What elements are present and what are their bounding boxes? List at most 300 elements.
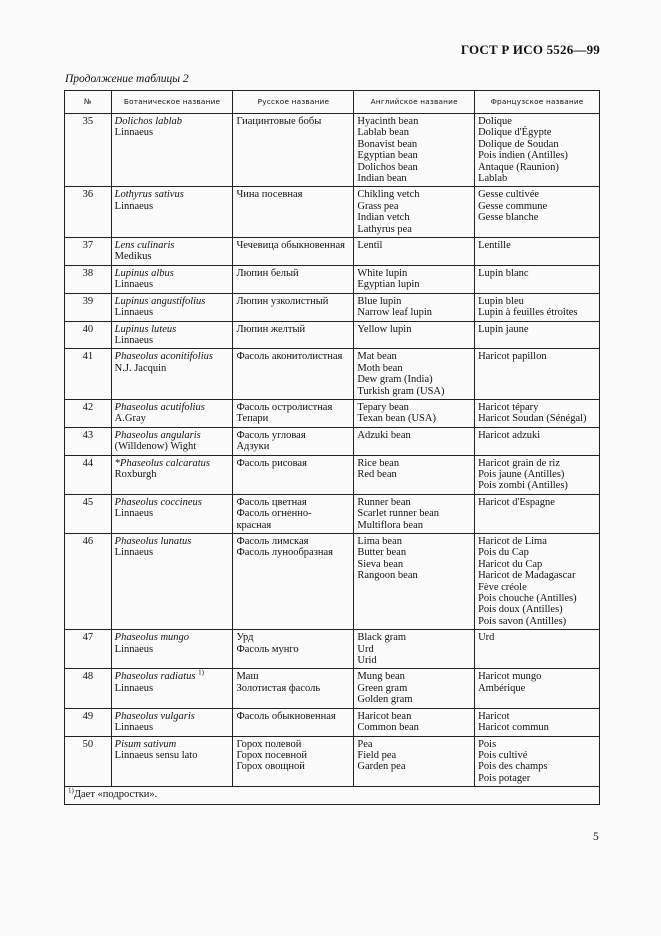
cell-french bbox=[475, 736, 600, 787]
cell-english bbox=[354, 630, 475, 669]
english-line-text: White lupin bbox=[357, 267, 408, 279]
botanical-line-text: Lupinus albus bbox=[114, 267, 174, 279]
french-line-text: Lupin bleu bbox=[478, 295, 524, 307]
cell-russian bbox=[233, 494, 354, 533]
cell-french bbox=[475, 265, 600, 293]
botanical-line bbox=[115, 127, 230, 138]
table-row bbox=[65, 399, 600, 427]
english-line bbox=[357, 469, 471, 480]
table-body bbox=[65, 114, 600, 787]
cell-french bbox=[475, 321, 600, 349]
french-line-text: Haricot d'Espagne bbox=[478, 496, 555, 508]
russian-line-text: Люпин узколистный bbox=[236, 295, 329, 307]
french-line bbox=[478, 536, 596, 547]
col-header-english: Английское название bbox=[354, 91, 475, 114]
cell-number: 43 bbox=[65, 427, 112, 455]
cell-russian bbox=[233, 265, 354, 293]
cell-russian bbox=[233, 455, 354, 494]
cell-number: 50 bbox=[65, 736, 112, 787]
botanical-line bbox=[115, 711, 230, 722]
french-line bbox=[478, 616, 596, 627]
french-line bbox=[478, 324, 596, 335]
english-line bbox=[357, 711, 471, 722]
french-line bbox=[478, 559, 596, 570]
cell-french bbox=[475, 349, 600, 400]
french-line-text: Pois chouche (Antilles) bbox=[478, 593, 577, 605]
russian-line-text: Чечевица обыкновенная bbox=[236, 240, 346, 252]
russian-line bbox=[236, 240, 350, 251]
french-line bbox=[478, 296, 596, 307]
table-row bbox=[65, 630, 600, 669]
botanical-line bbox=[115, 201, 230, 212]
cell-number: 35 bbox=[65, 114, 112, 187]
english-line bbox=[357, 497, 471, 508]
russian-line-text: Горох посевной bbox=[236, 749, 307, 761]
french-line-text: Antaque (Raunion) bbox=[478, 161, 559, 173]
english-line bbox=[357, 402, 471, 413]
french-line bbox=[478, 268, 596, 279]
russian-line bbox=[236, 116, 350, 127]
cell-botanical bbox=[111, 265, 233, 293]
table-row bbox=[65, 669, 600, 708]
russian-line bbox=[236, 671, 350, 682]
cell-french bbox=[475, 293, 600, 321]
cell-english bbox=[354, 238, 475, 266]
russian-line bbox=[236, 536, 350, 547]
botanical-line bbox=[115, 469, 230, 480]
botanical-line-text: Linnaeus bbox=[114, 307, 154, 319]
cell-botanical bbox=[111, 293, 233, 321]
cell-botanical bbox=[111, 238, 233, 266]
french-line bbox=[478, 189, 596, 200]
botanical-line-text: Linnaeus bbox=[114, 643, 154, 655]
col-header-botanical: Ботаническое название bbox=[111, 91, 233, 114]
russian-line-text: Фасоль остролистная bbox=[236, 401, 333, 413]
english-line-text: Garden pea bbox=[357, 761, 406, 773]
french-line bbox=[478, 201, 596, 212]
cell-english bbox=[354, 321, 475, 349]
botanical-line-text: Medikus bbox=[114, 251, 152, 263]
russian-line-text: Фасоль лунообразная bbox=[236, 547, 333, 559]
english-line-text: Tepary bean bbox=[357, 401, 409, 413]
english-line-text: Bonavist bean bbox=[357, 138, 418, 150]
french-line-text: Gesse blanche bbox=[478, 212, 539, 224]
english-line bbox=[357, 655, 471, 666]
russian-line bbox=[236, 324, 350, 335]
table-row bbox=[65, 114, 600, 187]
english-line bbox=[357, 430, 471, 441]
french-line bbox=[478, 722, 596, 733]
english-line-text: Chikling vetch bbox=[357, 189, 420, 201]
botanical-line bbox=[115, 351, 230, 362]
russian-line bbox=[236, 520, 350, 531]
english-line bbox=[357, 547, 471, 558]
cell-botanical bbox=[111, 349, 233, 400]
english-line-text: Green gram bbox=[357, 682, 408, 694]
french-line-text: Pois potager bbox=[478, 772, 531, 784]
table-row bbox=[65, 455, 600, 494]
cell-number: 41 bbox=[65, 349, 112, 400]
botanical-line bbox=[115, 536, 230, 547]
botanical-line bbox=[115, 739, 230, 750]
botanical-line bbox=[115, 402, 230, 413]
botanical-line-text: Phaseolus vulgaris bbox=[114, 710, 195, 722]
english-line-text: Scarlet runner bean bbox=[357, 508, 440, 520]
french-line-text: Gesse cultivée bbox=[478, 189, 540, 201]
footnote-mark: 1) bbox=[68, 786, 74, 795]
footnote-reference: 1) bbox=[198, 668, 204, 677]
french-line bbox=[478, 604, 596, 615]
russian-line bbox=[236, 402, 350, 413]
french-line-text: Lupin à feuilles étroites bbox=[478, 307, 578, 319]
russian-line-text: Фасоль мунго bbox=[236, 643, 299, 655]
botanical-line-text: A.Gray bbox=[114, 413, 146, 425]
english-line-text: Red bean bbox=[357, 468, 397, 480]
table-row bbox=[65, 265, 600, 293]
table-row bbox=[65, 708, 600, 736]
english-line bbox=[357, 683, 471, 694]
french-line-text: Pois cultivé bbox=[478, 749, 528, 761]
english-line bbox=[357, 162, 471, 173]
botanical-line-text: Dolichos lablab bbox=[114, 116, 183, 127]
botanical-line bbox=[115, 363, 230, 374]
col-header-russian: Русское название bbox=[233, 91, 354, 114]
cell-english bbox=[354, 114, 475, 187]
french-line-text: Haricot grain de riz bbox=[478, 457, 560, 469]
russian-line-text: Тепари bbox=[236, 413, 269, 425]
russian-line-text: Люпин белый bbox=[236, 267, 299, 279]
english-line-text: Sieva bean bbox=[357, 558, 404, 570]
english-line-text: Texan bean (USA) bbox=[357, 413, 436, 425]
english-line-text: Golden gram bbox=[357, 694, 413, 706]
russian-line bbox=[236, 761, 350, 772]
english-line-text: Indian vetch bbox=[357, 212, 410, 224]
english-line-text: Lentil bbox=[357, 240, 383, 252]
french-line-text: Lupin blanc bbox=[478, 267, 529, 279]
english-line-text: Egyptian lupin bbox=[357, 279, 420, 291]
english-line-text: Dolichos bean bbox=[357, 161, 418, 173]
cell-french bbox=[475, 114, 600, 187]
russian-line-text: Горох овощной bbox=[236, 761, 305, 773]
french-line bbox=[478, 212, 596, 223]
botanical-line bbox=[115, 547, 230, 558]
cell-english bbox=[354, 265, 475, 293]
col-header-number: № bbox=[65, 91, 112, 114]
botanical-line bbox=[115, 441, 230, 452]
cell-number: 37 bbox=[65, 238, 112, 266]
cell-french bbox=[475, 399, 600, 427]
french-line-text: Haricot mungo bbox=[478, 671, 542, 683]
botanical-line bbox=[115, 722, 230, 733]
cell-number: 42 bbox=[65, 399, 112, 427]
cell-english bbox=[354, 455, 475, 494]
english-line bbox=[357, 458, 471, 469]
botanical-line-text: Linnaeus sensu lato bbox=[114, 749, 198, 761]
english-line bbox=[357, 363, 471, 374]
french-line bbox=[478, 307, 596, 318]
french-line-text: Pois doux (Antilles) bbox=[478, 604, 563, 616]
cell-russian bbox=[233, 187, 354, 238]
botanical-line-text: Linnaeus bbox=[114, 547, 154, 559]
russian-line bbox=[236, 296, 350, 307]
french-line bbox=[478, 683, 596, 694]
english-line bbox=[357, 750, 471, 761]
french-line-text: Lupin jaune bbox=[478, 323, 529, 335]
french-line-text: Haricot bbox=[478, 710, 510, 722]
french-line bbox=[478, 570, 596, 581]
french-line-text: Pois savon (Antilles) bbox=[478, 615, 567, 627]
russian-line bbox=[236, 739, 350, 750]
cell-number: 49 bbox=[65, 708, 112, 736]
botanical-line-text: *Phaseolus calcaratus bbox=[114, 457, 211, 469]
page-number: 5 bbox=[593, 831, 599, 843]
french-line bbox=[478, 402, 596, 413]
cell-botanical bbox=[111, 669, 233, 708]
russian-line bbox=[236, 508, 350, 519]
standard-designation: ГОСТ Р ИСО 5526—99 bbox=[460, 42, 600, 57]
russian-line-text: Гиацинтовые бобы bbox=[236, 116, 322, 127]
cell-number: 45 bbox=[65, 494, 112, 533]
table-row bbox=[65, 187, 600, 238]
french-line bbox=[478, 430, 596, 441]
english-line bbox=[357, 212, 471, 223]
english-line-text: Mung bean bbox=[357, 671, 405, 683]
english-line bbox=[357, 351, 471, 362]
russian-line bbox=[236, 458, 350, 469]
french-line bbox=[478, 773, 596, 784]
russian-line-text: Урд bbox=[236, 632, 254, 644]
botanical-line-text: Linnaeus bbox=[114, 279, 154, 291]
french-line-text: Fève créole bbox=[478, 581, 527, 593]
cell-russian bbox=[233, 708, 354, 736]
russian-line-text: Люпин желтый bbox=[236, 323, 306, 335]
french-line bbox=[478, 162, 596, 173]
cell-russian bbox=[233, 293, 354, 321]
english-line bbox=[357, 127, 471, 138]
table-row bbox=[65, 293, 600, 321]
english-line-text: Narrow leaf lupin bbox=[357, 307, 433, 319]
botanical-line bbox=[115, 251, 230, 262]
botanical-line-text: Phaseolus coccineus bbox=[114, 496, 202, 508]
english-line bbox=[357, 173, 471, 184]
botanical-line-text: Linnaeus bbox=[114, 200, 154, 212]
french-line-text: Pois bbox=[478, 738, 497, 750]
cell-english bbox=[354, 293, 475, 321]
russian-line-text: красная bbox=[236, 519, 272, 531]
botanical-line bbox=[115, 632, 230, 643]
french-line bbox=[478, 582, 596, 593]
english-line-text: Grass pea bbox=[357, 200, 399, 212]
english-line bbox=[357, 324, 471, 335]
russian-line bbox=[236, 413, 350, 424]
russian-line bbox=[236, 268, 350, 279]
cell-french bbox=[475, 455, 600, 494]
cell-russian bbox=[233, 427, 354, 455]
english-line-text: Lablab bean bbox=[357, 127, 409, 139]
english-line-text: Runner bean bbox=[357, 496, 411, 508]
botanical-line bbox=[115, 116, 230, 127]
cell-botanical bbox=[111, 455, 233, 494]
cell-number: 47 bbox=[65, 630, 112, 669]
english-line-text: Lathyrus pea bbox=[357, 223, 412, 235]
botanical-line-text: Lothyrus sativus bbox=[114, 189, 184, 201]
english-line-text: Yellow lupin bbox=[357, 323, 412, 335]
french-line bbox=[478, 413, 596, 424]
russian-line-text: Фасоль угловая bbox=[236, 429, 306, 441]
russian-line bbox=[236, 497, 350, 508]
table-header-row bbox=[65, 91, 600, 114]
botanical-line-text: Phaseolus radiatus bbox=[114, 671, 196, 683]
botanical-line bbox=[115, 296, 230, 307]
cell-english bbox=[354, 349, 475, 400]
botanical-line bbox=[115, 240, 230, 251]
footnote-text: Дает «подростки». bbox=[73, 789, 158, 801]
english-line bbox=[357, 374, 471, 385]
cell-botanical bbox=[111, 736, 233, 787]
botanical-line bbox=[115, 430, 230, 441]
botanical-line-text: Roxburgh bbox=[114, 468, 157, 480]
french-line-text: Haricot papillon bbox=[478, 351, 547, 363]
cell-botanical bbox=[111, 630, 233, 669]
french-line-text: Pois zombi (Antilles) bbox=[478, 480, 568, 492]
botanical-line-text: Pisum sativum bbox=[114, 738, 177, 750]
french-line-text: Dolique bbox=[478, 116, 512, 127]
french-line-text: Gesse commune bbox=[478, 200, 548, 212]
botanical-line bbox=[115, 189, 230, 200]
english-line bbox=[357, 201, 471, 212]
english-line bbox=[357, 761, 471, 772]
english-line-text: Haricot bean bbox=[357, 710, 412, 722]
french-line bbox=[478, 240, 596, 251]
cell-number: 44 bbox=[65, 455, 112, 494]
table-row bbox=[65, 321, 600, 349]
botanical-line-text: (Willdenow) Wight bbox=[114, 441, 197, 453]
english-line-text: Butter bean bbox=[357, 547, 407, 559]
english-line bbox=[357, 644, 471, 655]
col-header-french: Французское название bbox=[475, 91, 600, 114]
cell-russian bbox=[233, 349, 354, 400]
french-line-text: Urd bbox=[478, 632, 495, 644]
russian-line bbox=[236, 351, 350, 362]
french-line bbox=[478, 739, 596, 750]
english-line bbox=[357, 520, 471, 531]
botanical-line-text: Linnaeus bbox=[114, 127, 154, 139]
botanical-line-text: Linnaeus bbox=[114, 682, 154, 694]
botanical-line-text: Lens culinaris bbox=[114, 240, 175, 252]
russian-line bbox=[236, 189, 350, 200]
french-line bbox=[478, 480, 596, 491]
cell-french bbox=[475, 238, 600, 266]
english-line-text: Rangoon bean bbox=[357, 570, 418, 582]
french-line-text: Haricot commun bbox=[478, 722, 549, 734]
russian-line bbox=[236, 441, 350, 452]
english-line bbox=[357, 413, 471, 424]
english-line-text: Multiflora bean bbox=[357, 519, 423, 531]
botanical-line bbox=[115, 307, 230, 318]
english-line-text: Turkish gram (USA) bbox=[357, 385, 445, 397]
french-line-text: Haricot de Madagascar bbox=[478, 570, 576, 582]
french-line bbox=[478, 469, 596, 480]
table-continuation-caption: Продолжение таблицы 2 bbox=[65, 73, 189, 85]
english-line bbox=[357, 722, 471, 733]
botanical-line-text: Phaseolus aconitifolius bbox=[114, 351, 213, 363]
cell-number: 48 bbox=[65, 669, 112, 708]
cell-botanical bbox=[111, 187, 233, 238]
botanical-line-text: Phaseolus angularis bbox=[114, 429, 201, 441]
english-line-text: Urd bbox=[357, 643, 374, 655]
french-line-text: Dolique d'Égypte bbox=[478, 127, 552, 139]
russian-line bbox=[236, 632, 350, 643]
english-line bbox=[357, 139, 471, 150]
english-line-text: Pea bbox=[357, 738, 373, 750]
french-line bbox=[478, 173, 596, 184]
russian-line-text: Фасоль аконитолистная bbox=[236, 351, 343, 363]
english-line bbox=[357, 279, 471, 290]
english-line bbox=[357, 296, 471, 307]
english-line-text: Moth bean bbox=[357, 362, 403, 374]
botanical-line bbox=[115, 324, 230, 335]
french-line bbox=[478, 547, 596, 558]
french-line bbox=[478, 761, 596, 772]
french-line bbox=[478, 593, 596, 604]
cell-english bbox=[354, 399, 475, 427]
english-line-text: Field pea bbox=[357, 749, 397, 761]
cell-number: 40 bbox=[65, 321, 112, 349]
french-line bbox=[478, 351, 596, 362]
botanical-line-text: Linnaeus bbox=[114, 334, 154, 346]
english-line bbox=[357, 671, 471, 682]
botanical-line bbox=[115, 683, 230, 694]
french-line bbox=[478, 671, 596, 682]
cell-number: 46 bbox=[65, 534, 112, 630]
english-line bbox=[357, 268, 471, 279]
english-line bbox=[357, 570, 471, 581]
botanical-line-text: Linnaeus bbox=[114, 508, 154, 520]
botanical-line-text: Phaseolus lunatus bbox=[114, 536, 192, 547]
cell-russian bbox=[233, 399, 354, 427]
french-line-text: Haricot Soudan (Sénégal) bbox=[478, 413, 587, 425]
cell-botanical bbox=[111, 114, 233, 187]
french-line-text: Pois indien (Antilles) bbox=[478, 150, 568, 162]
french-line bbox=[478, 632, 596, 643]
english-line-text: Hyacinth bean bbox=[357, 116, 419, 127]
cell-french bbox=[475, 187, 600, 238]
russian-line-text: Фасоль рисовая bbox=[236, 457, 307, 469]
table-row bbox=[65, 427, 600, 455]
cell-russian bbox=[233, 321, 354, 349]
russian-line bbox=[236, 711, 350, 722]
cell-russian bbox=[233, 114, 354, 187]
cell-english bbox=[354, 736, 475, 787]
english-line bbox=[357, 116, 471, 127]
botanical-line-text: Linnaeus bbox=[114, 722, 154, 734]
french-line bbox=[478, 139, 596, 150]
russian-line bbox=[236, 644, 350, 655]
cell-russian bbox=[233, 736, 354, 787]
cell-russian bbox=[233, 630, 354, 669]
french-line-text: Pois jaune (Antilles) bbox=[478, 468, 565, 480]
russian-line-text: Фасоль цветная bbox=[236, 496, 307, 508]
english-line-text: Dew gram (India) bbox=[357, 374, 433, 386]
french-line-text: Pois du Cap bbox=[478, 547, 529, 559]
english-line-text: Blue lupin bbox=[357, 295, 402, 307]
botanical-line bbox=[115, 644, 230, 655]
english-line-text: Adzuki bean bbox=[357, 429, 411, 441]
botanical-line bbox=[115, 413, 230, 424]
english-line-text: Rice bean bbox=[357, 457, 400, 469]
botanical-line bbox=[115, 335, 230, 346]
botanical-line bbox=[115, 750, 230, 761]
